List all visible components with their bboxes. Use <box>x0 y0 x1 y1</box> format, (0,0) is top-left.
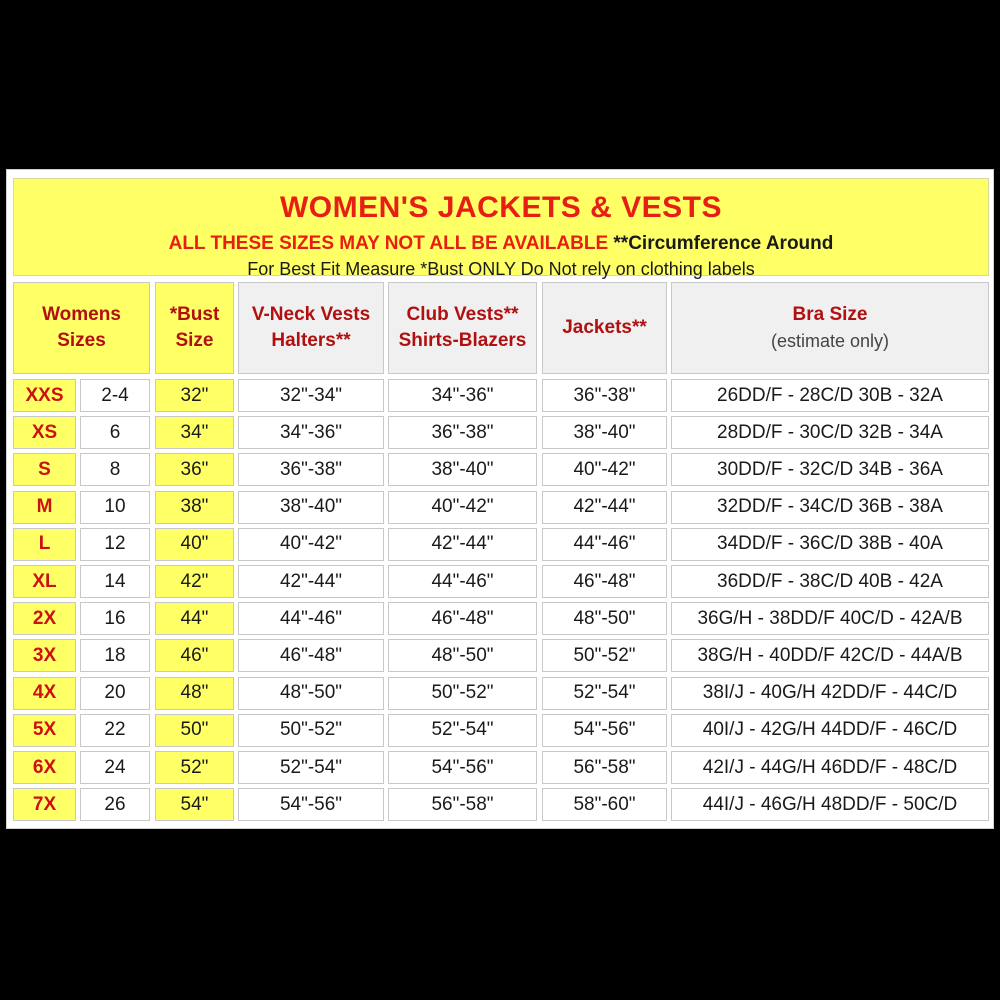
numeric-size: 8 <box>80 453 150 486</box>
bra-size: 28DD/F - 30C/D 32B - 34A <box>671 416 989 449</box>
numeric-size: 18 <box>80 639 150 672</box>
vneck-measure: 40"-42" <box>238 528 384 561</box>
numeric-size: 14 <box>80 565 150 598</box>
bust-size: 32" <box>155 379 234 412</box>
club-measure: 56"-58" <box>388 788 537 821</box>
numeric-size: 10 <box>80 491 150 524</box>
circumference-note: **Circumference Around <box>613 233 834 254</box>
vneck-measure: 36"-38" <box>238 453 384 486</box>
numeric-size: 16 <box>80 602 150 635</box>
numeric-size: 2-4 <box>80 379 150 412</box>
size-label: 3X <box>13 639 76 672</box>
chart-banner <box>13 178 989 279</box>
bra-size: 36DD/F - 38C/D 40B - 42A <box>671 565 989 598</box>
bust-size: 54" <box>155 788 234 821</box>
header-vneck-vests <box>238 282 384 374</box>
club-measure: 50"-52" <box>388 677 537 710</box>
vneck-measure: 32"-34" <box>238 379 384 412</box>
vneck-measure: 50"-52" <box>238 714 384 747</box>
bust-size: 38" <box>155 491 234 524</box>
header-womens-line2: Sizes <box>57 330 106 351</box>
jacket-measure: 52"-54" <box>542 677 667 710</box>
jacket-measure: 38"-40" <box>542 416 667 449</box>
header-jackets-label: Jackets** <box>562 317 647 338</box>
size-label: L <box>13 528 76 561</box>
bra-size: 44I/J - 46G/H 48DD/F - 50C/D <box>671 788 989 821</box>
jacket-measure: 54"-56" <box>542 714 667 747</box>
numeric-size: 26 <box>80 788 150 821</box>
numeric-size: 12 <box>80 528 150 561</box>
bust-size: 42" <box>155 565 234 598</box>
size-label: S <box>13 453 76 486</box>
club-measure: 52"-54" <box>388 714 537 747</box>
club-measure: 40"-42" <box>388 491 537 524</box>
jacket-measure: 44"-46" <box>542 528 667 561</box>
vneck-measure: 54"-56" <box>238 788 384 821</box>
jacket-measure: 48"-50" <box>542 602 667 635</box>
size-label: XL <box>13 565 76 598</box>
bust-size: 34" <box>155 416 234 449</box>
bra-size: 38I/J - 40G/H 42DD/F - 44C/D <box>671 677 989 710</box>
numeric-size: 24 <box>80 751 150 784</box>
size-label: XXS <box>13 379 76 412</box>
club-measure: 36"-38" <box>388 416 537 449</box>
club-measure: 42"-44" <box>388 528 537 561</box>
bra-size: 42I/J - 44G/H 46DD/F - 48C/D <box>671 751 989 784</box>
vneck-measure: 34"-36" <box>238 416 384 449</box>
header-jackets <box>542 282 667 374</box>
header-bust-line1: *Bust <box>169 304 220 325</box>
header-bust-size <box>155 282 234 374</box>
header-vneck-line2: Halters** <box>271 330 351 351</box>
bust-size: 44" <box>155 602 234 635</box>
bust-size: 52" <box>155 751 234 784</box>
fit-instructions: For Best Fit Measure *Bust ONLY Do Not rely on clothing labels <box>247 259 755 279</box>
vneck-measure: 44"-46" <box>238 602 384 635</box>
bra-size: 34DD/F - 36C/D 38B - 40A <box>671 528 989 561</box>
jacket-measure: 58"-60" <box>542 788 667 821</box>
club-measure: 38"-40" <box>388 453 537 486</box>
header-vneck-line1: V-Neck Vests <box>251 304 371 325</box>
bust-size: 46" <box>155 639 234 672</box>
bra-size: 38G/H - 40DD/F 42C/D - 44A/B <box>671 639 989 672</box>
availability-warning: ALL THESE SIZES MAY NOT ALL BE AVAILABLE <box>168 233 609 254</box>
size-label: 2X <box>13 602 76 635</box>
size-label: XS <box>13 416 76 449</box>
bra-size: 30DD/F - 32C/D 34B - 36A <box>671 453 989 486</box>
club-measure: 48"-50" <box>388 639 537 672</box>
club-measure: 34"-36" <box>388 379 537 412</box>
header-bust-line2: Size <box>175 330 214 351</box>
jacket-measure: 40"-42" <box>542 453 667 486</box>
vneck-measure: 52"-54" <box>238 751 384 784</box>
header-club-vests <box>388 282 537 374</box>
header-club-line2: Shirts-Blazers <box>398 330 527 351</box>
size-label: 6X <box>13 751 76 784</box>
club-measure: 44"-46" <box>388 565 537 598</box>
bust-size: 48" <box>155 677 234 710</box>
bra-size: 26DD/F - 28C/D 30B - 32A <box>671 379 989 412</box>
jacket-measure: 50"-52" <box>542 639 667 672</box>
header-bra-line2: (estimate only) <box>770 331 890 351</box>
header-womens-sizes <box>13 282 150 374</box>
jacket-measure: 46"-48" <box>542 565 667 598</box>
chart-title: WOMEN'S JACKETS & VESTS <box>279 191 723 224</box>
bust-size: 40" <box>155 528 234 561</box>
size-label: 7X <box>13 788 76 821</box>
club-measure: 54"-56" <box>388 751 537 784</box>
bust-size: 50" <box>155 714 234 747</box>
vneck-measure: 42"-44" <box>238 565 384 598</box>
bra-size: 36G/H - 38DD/F 40C/D - 42A/B <box>671 602 989 635</box>
club-measure: 46"-48" <box>388 602 537 635</box>
numeric-size: 22 <box>80 714 150 747</box>
size-label: 4X <box>13 677 76 710</box>
bra-size: 40I/J - 42G/H 44DD/F - 46C/D <box>671 714 989 747</box>
header-bra-size <box>671 282 989 374</box>
size-label: M <box>13 491 76 524</box>
size-label: 5X <box>13 714 76 747</box>
vneck-measure: 46"-48" <box>238 639 384 672</box>
numeric-size: 20 <box>80 677 150 710</box>
header-bra-line1: Bra Size <box>792 304 868 325</box>
vneck-measure: 48"-50" <box>238 677 384 710</box>
header-womens-line1: Womens <box>42 304 121 325</box>
bust-size: 36" <box>155 453 234 486</box>
bra-size: 32DD/F - 34C/D 36B - 38A <box>671 491 989 524</box>
size-chart <box>6 169 994 829</box>
header-club-line1: Club Vests** <box>406 304 519 325</box>
numeric-size: 6 <box>80 416 150 449</box>
jacket-measure: 56"-58" <box>542 751 667 784</box>
vneck-measure: 38"-40" <box>238 491 384 524</box>
availability-note <box>14 233 988 255</box>
jacket-measure: 36"-38" <box>542 379 667 412</box>
jacket-measure: 42"-44" <box>542 491 667 524</box>
